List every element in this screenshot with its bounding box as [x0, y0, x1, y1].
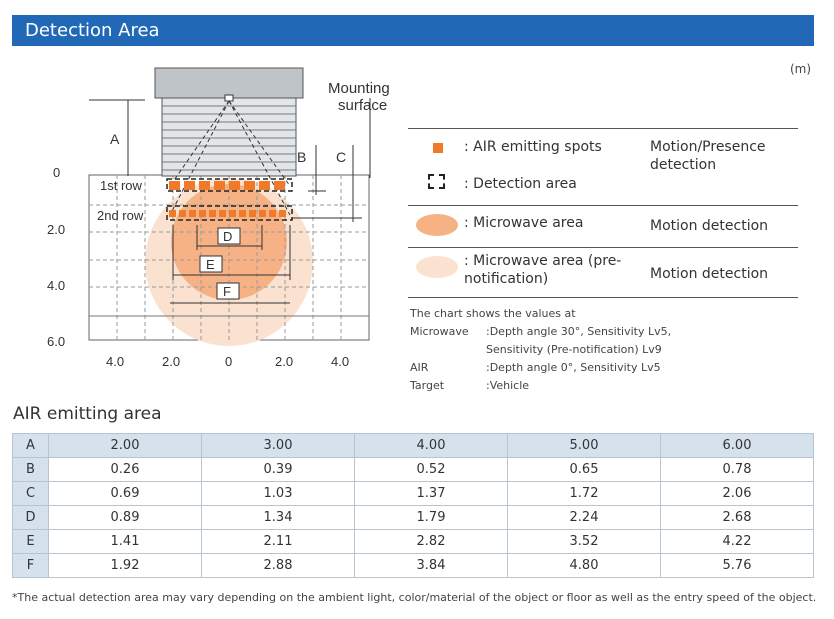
- note-key: Target: [410, 379, 445, 392]
- note-key: Microwave: [410, 325, 469, 338]
- pre-notification-icon: [416, 256, 458, 278]
- table-cell: 0.52: [355, 458, 508, 482]
- table-cell: 4.22: [661, 530, 814, 554]
- legend-label: : Microwave area (pre-notification): [464, 253, 622, 287]
- table-cell: 1.37: [355, 482, 508, 506]
- table-cell: 3.84: [355, 554, 508, 578]
- dim-label-b: B: [297, 149, 307, 165]
- dim-label-f: F: [223, 284, 231, 299]
- table-cell: 1.79: [355, 506, 508, 530]
- row-key: E: [13, 530, 49, 554]
- table-cell: 1.92: [49, 554, 202, 578]
- table-cell: 2.88: [202, 554, 355, 578]
- air-spot-icon: [433, 143, 443, 153]
- table-cell: 2.06: [661, 482, 814, 506]
- mounting-label-2: surface: [338, 97, 388, 114]
- table-cell: 1.72: [508, 482, 661, 506]
- table-cell: 2.00: [49, 434, 202, 458]
- x-tick: 2.0: [275, 354, 294, 369]
- table-cell: 3.52: [508, 530, 661, 554]
- row-label-1st: 1st row: [100, 178, 142, 193]
- table-cell: 0.39: [202, 458, 355, 482]
- row-key: C: [13, 482, 49, 506]
- unit-label: (m): [790, 62, 812, 76]
- door-body: [162, 98, 296, 176]
- table-row: [13, 458, 814, 482]
- legend-label: : Microwave area: [464, 215, 584, 231]
- row-key: F: [13, 554, 49, 578]
- mounting-header: [155, 68, 303, 98]
- table-cell: 0.26: [49, 458, 202, 482]
- row-key: D: [13, 506, 49, 530]
- microwave-icon: [416, 214, 458, 236]
- legend-divider: [408, 247, 798, 248]
- footnote: *The actual detection area may vary depending on the ambient light, color/material of the object or floor as well as the entry speed of the object.: [12, 591, 817, 604]
- table-cell: 0.89: [49, 506, 202, 530]
- table-cell: 2.68: [661, 506, 814, 530]
- sensor-icon: [225, 95, 233, 101]
- dim-label-a: A: [110, 131, 120, 147]
- x-tick: 4.0: [331, 354, 350, 369]
- legend-right: Motion detection: [650, 218, 769, 234]
- dim-label-c: C: [336, 149, 347, 165]
- legend-right: Motion detection: [650, 266, 769, 282]
- dim-label-d: D: [223, 229, 233, 244]
- legend-divider: [408, 297, 798, 298]
- table-cell: 5.00: [508, 434, 661, 458]
- table-cell: 1.41: [49, 530, 202, 554]
- chart-conditions-note: [410, 305, 671, 395]
- table-cell: 0.69: [49, 482, 202, 506]
- x-tick: 0: [225, 354, 233, 369]
- x-tick: 4.0: [106, 354, 125, 369]
- row-label-2nd: 2nd row: [97, 208, 144, 223]
- air-emitting-table: [12, 433, 814, 578]
- mounting-label-1: Mounting: [328, 80, 390, 97]
- note-key: AIR: [410, 361, 429, 374]
- section-title: Detection Area: [25, 20, 160, 41]
- table-cell: 1.03: [202, 482, 355, 506]
- note-intro: The chart shows the values at: [410, 307, 576, 320]
- table-cell: 5.76: [661, 554, 814, 578]
- table-cell: 2.11: [202, 530, 355, 554]
- note-value: :Depth angle 0°, Sensitivity Lv5: [486, 361, 661, 374]
- row-key: B: [13, 458, 49, 482]
- detection-area-icon: [428, 174, 445, 189]
- y-tick: 6.0: [47, 334, 66, 349]
- legend-label: : AIR emitting spots: [464, 139, 602, 155]
- table-cell: 6.00: [661, 434, 814, 458]
- dim-label-e: E: [206, 257, 215, 272]
- y-tick: 2.0: [47, 222, 66, 237]
- legend-divider: [408, 205, 798, 206]
- table-row: [13, 482, 814, 506]
- table-row: [13, 530, 814, 554]
- note-value: :Depth angle 30°, Sensitivity Lv5,: [486, 325, 672, 338]
- table-cell: 0.78: [661, 458, 814, 482]
- x-tick: 2.0: [162, 354, 181, 369]
- note-value: Sensitivity (Pre-notification) Lv9: [486, 343, 662, 356]
- legend-item-microwave: [408, 212, 798, 242]
- table-row: [13, 506, 814, 530]
- table-cell: 2.24: [508, 506, 661, 530]
- table-row: [13, 554, 814, 578]
- row-key: A: [13, 434, 49, 458]
- table-title: AIR emitting area: [13, 404, 162, 424]
- legend-item-pre-notification: [408, 252, 798, 292]
- table-cell: 4.00: [355, 434, 508, 458]
- note-value: :Vehicle: [486, 379, 530, 392]
- table-cell: 3.00: [202, 434, 355, 458]
- table-cell: 0.65: [508, 458, 661, 482]
- legend: [408, 128, 798, 298]
- table-row: [13, 434, 814, 458]
- table-cell: 4.80: [508, 554, 661, 578]
- table-cell: 2.82: [355, 530, 508, 554]
- legend-item-air: [408, 138, 798, 196]
- y-tick: 0: [53, 165, 61, 180]
- legend-divider: [408, 128, 798, 129]
- legend-label: : Detection area: [464, 176, 577, 192]
- legend-right: Motion/Presence detection: [650, 139, 766, 173]
- y-tick: 4.0: [47, 278, 66, 293]
- table-cell: 1.34: [202, 506, 355, 530]
